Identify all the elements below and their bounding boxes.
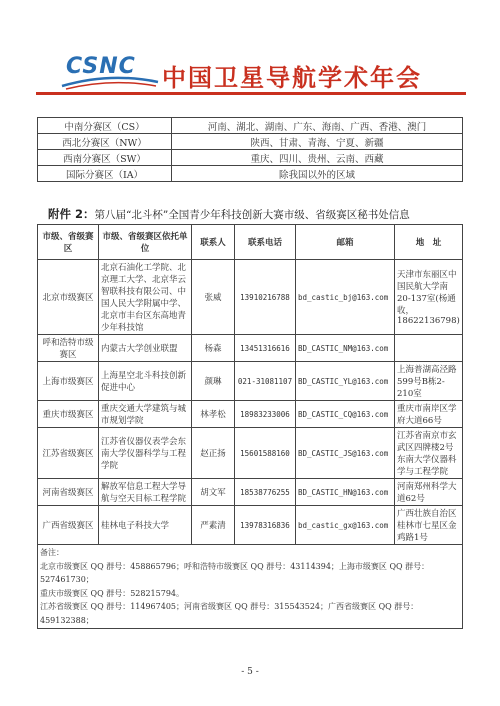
cell-person: 杨森: [192, 335, 235, 362]
cell-address: 江苏省南京市玄武区四牌楼2号东南大学仪器科学与工程学院: [395, 428, 463, 479]
table-row: [38, 479, 463, 506]
cell-region: 江苏省级赛区: [38, 428, 99, 479]
cell-person: 胡文军: [192, 479, 235, 506]
cell-region: 重庆市级赛区: [38, 401, 99, 428]
cell-address: 河南郑州科学大道62号: [395, 479, 463, 506]
cell-unit: 上海星空北斗科技创新促进中心: [99, 362, 192, 401]
cell-phone: 15601588160: [235, 428, 296, 479]
table-row: [38, 506, 463, 545]
header-divider: [36, 92, 466, 95]
cell-phone: 13451316616: [235, 335, 296, 362]
table-row: [38, 260, 463, 335]
cell-address: 上海普湖高泾路599号B栋2-210室: [395, 362, 463, 401]
cell-phone: 13910216788: [235, 260, 296, 335]
notes-line: 北京市级赛区 QQ 群号：458865796；呼和浩特市级赛区 QQ 群号：43114394；上海市级赛区 QQ 群号：527461730；: [40, 561, 430, 584]
cell-email[interactable]: bd_castic_gx@163.com: [296, 506, 395, 545]
region-provinces: 河南、湖北、湖南、广东、海南、广西、香港、澳门: [172, 118, 463, 134]
header-person: 联系人: [192, 225, 235, 260]
cell-address: [395, 335, 463, 362]
region-name: 国际分赛区（IA）: [38, 166, 172, 182]
notes-row: [38, 545, 463, 629]
cell-email[interactable]: BD_CASTIC_HN@163.com: [296, 479, 395, 506]
cell-phone: 18538776255: [235, 479, 296, 506]
table-row: [38, 134, 463, 150]
table-row: [38, 118, 463, 134]
cell-unit: 内蒙古大学创业联盟: [99, 335, 192, 362]
cell-address: 广西壮族自治区桂林市七星区金鸡路1号: [395, 506, 463, 545]
cell-unit: 解放军信息工程大学导航与空天目标工程学院: [99, 479, 192, 506]
cell-person: 颜琳: [192, 362, 235, 401]
appendix-label: 附件 2：: [48, 207, 95, 221]
header-region: 市级、省级赛区: [38, 225, 99, 260]
cell-region: 呼和浩特市级赛区: [38, 335, 99, 362]
cell-region: 上海市级赛区: [38, 362, 99, 401]
cell-unit: 江苏省仪器仪表学会东南大学仪器科学与工程学院: [99, 428, 192, 479]
notes-label: 备注：: [40, 548, 64, 557]
cell-phone: 18983233006: [235, 401, 296, 428]
table-row: [38, 335, 463, 362]
table-row: [38, 428, 463, 479]
appendix-title: 第八届“北斗杯”全国青少年科技创新大赛市级、省级赛区秘书处信息: [94, 209, 410, 221]
header-unit: 市级、省级赛区依托单位: [99, 225, 192, 260]
conference-title: 中国卫星导航学术年会: [162, 64, 422, 92]
cell-person: 严素清: [192, 506, 235, 545]
header-email: 邮箱: [296, 225, 395, 260]
cell-unit: 重庆交通大学建筑与城市规划学院: [99, 401, 192, 428]
table-header-row: [38, 225, 463, 260]
cell-email[interactable]: bd_castic_bj@163.com: [296, 260, 395, 335]
logo-text: CSNC: [66, 54, 136, 79]
cell-person: 赵正扬: [192, 428, 235, 479]
cell-email[interactable]: BD_CASTIC_CQ@163.com: [296, 401, 395, 428]
header-phone: 联系电话: [235, 225, 296, 260]
cell-region: 河南省级赛区: [38, 479, 99, 506]
cell-unit: 桂林电子科技大学: [99, 506, 192, 545]
table-row: [38, 150, 463, 166]
cell-email[interactable]: BD_CASTIC_YL@163.com: [296, 362, 395, 401]
appendix-heading: [48, 206, 410, 222]
table-row: [38, 166, 463, 182]
table-row: [38, 401, 463, 428]
orbit-swoosh-icon: [60, 74, 160, 90]
secretariat-table: [37, 224, 463, 629]
cell-phone: 13978316836: [235, 506, 296, 545]
table-row: [38, 362, 463, 401]
region-provinces: 重庆、四川、贵州、云南、西藏: [172, 150, 463, 166]
cell-email[interactable]: BD_CASTIC_NM@163.com: [296, 335, 395, 362]
notes-line: 江苏省级赛区 QQ 群号：114967405；河南省级赛区 QQ 群号：315543524；广西省级赛区 QQ 群号：459132388；: [40, 602, 419, 625]
region-name: 中南分赛区（CS）: [38, 118, 172, 134]
region-table: [37, 117, 463, 182]
cell-person: 张威: [192, 260, 235, 335]
cell-region: 北京市级赛区: [38, 260, 99, 335]
cell-region: 广西省级赛区: [38, 506, 99, 545]
region-provinces: 陕西、甘肃、青海、宁夏、新疆: [172, 134, 463, 150]
notes-line: 重庆市级赛区 QQ 群号：528215794。: [40, 588, 185, 598]
cell-phone: 021-31081107: [235, 362, 296, 401]
region-name: 西北分赛区（NW）: [38, 134, 172, 150]
notes-cell: [38, 545, 463, 629]
csnc-logo: [66, 52, 156, 94]
header-address: 地 址: [395, 225, 463, 260]
cell-address: 重庆市南岸区学府大道66号: [395, 401, 463, 428]
cell-address: 天津市东丽区中国民航大学南20-137室(杨通收，18622136798): [395, 260, 463, 335]
cell-person: 林孝松: [192, 401, 235, 428]
page-number: - 5 -: [241, 667, 259, 677]
region-provinces: 除我国以外的区域: [172, 166, 463, 182]
cell-unit: 北京石油化工学院、北京理工大学、北京华云智联科技有限公司、中国人民大学附属中学、北京市丰台区东高地青少年科技馆: [99, 260, 192, 335]
region-name: 西南分赛区（SW）: [38, 150, 172, 166]
page-header: [0, 0, 500, 110]
cell-email[interactable]: BD_CASTIC_JS@163.com: [296, 428, 395, 479]
